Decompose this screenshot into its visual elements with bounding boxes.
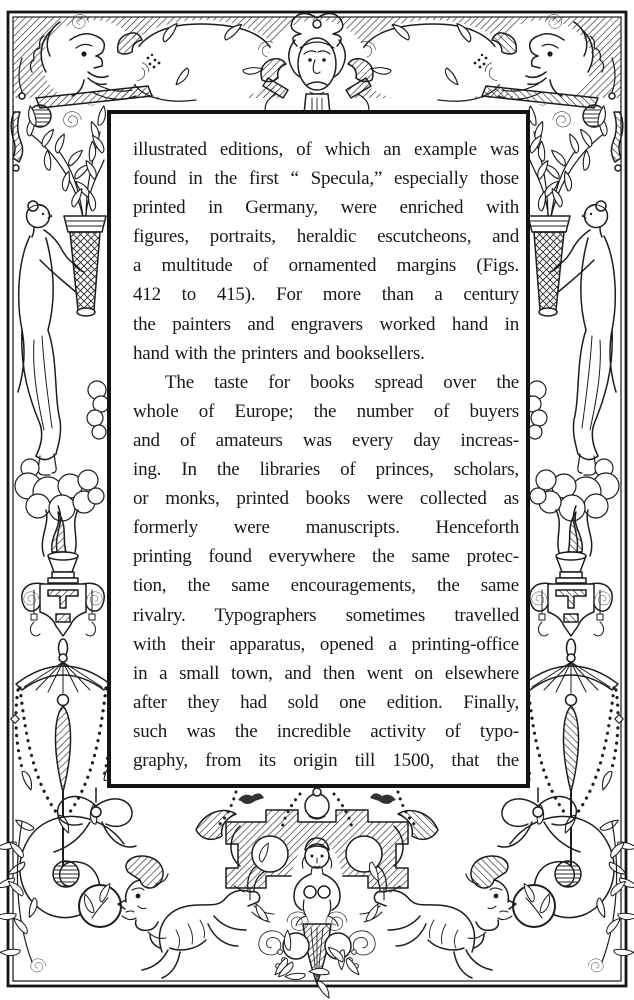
text-line: printed in Germany, were enriched with [133,197,519,219]
text-line: formerly were manuscripts. Henceforth [133,517,519,539]
text-line: illustrated editions, of which an example was [133,139,519,160]
left-border-ornament [11,105,116,866]
text-frame [107,110,530,788]
herm-figure [226,788,408,998]
text-line: hand with the printers and booksellers. [133,342,425,364]
text-line: after they had sold one edition. Finally, [133,691,519,713]
text-line: ing. In the libraries of princes, scholars, [133,459,519,481]
text-line: figures, portraits, heraldic escutcheons, and [133,226,519,248]
text-line: rivalry. Typographers sometimes travelled [133,604,519,626]
text-line: and of amateurs was every day increas- [133,429,519,451]
text-column [133,135,519,775]
bottom-border-ornament [0,788,634,998]
text-line: a multitude of ornamented margins (Figs. [133,255,519,277]
text-line: printing found everywhere the same protec- [133,546,519,568]
text-line: The taste for books spread over the [165,371,519,393]
text-line: tion, the same encouragements, the same [133,575,519,597]
top-border-ornament [13,13,621,120]
text-line: such was the incredible activity of typo- [133,720,519,742]
text-line: with their apparatus, opened a printing-office [133,633,519,655]
text-line: graphy, from its origin till 1500, that the [133,749,519,771]
text-line: whole of Europe; the number of buyers [133,400,519,422]
text-line: found in the first “ Specula,” especially those [133,168,519,190]
text-line: in a small town, and then went on elsewhere [133,662,519,684]
text-line: or monks, printed books were collected as [133,488,519,510]
text-line: the painters and engravers worked hand in [133,313,519,335]
text-line: 412 to 415). For more than a century [133,284,519,306]
right-border-ornament [518,105,623,866]
